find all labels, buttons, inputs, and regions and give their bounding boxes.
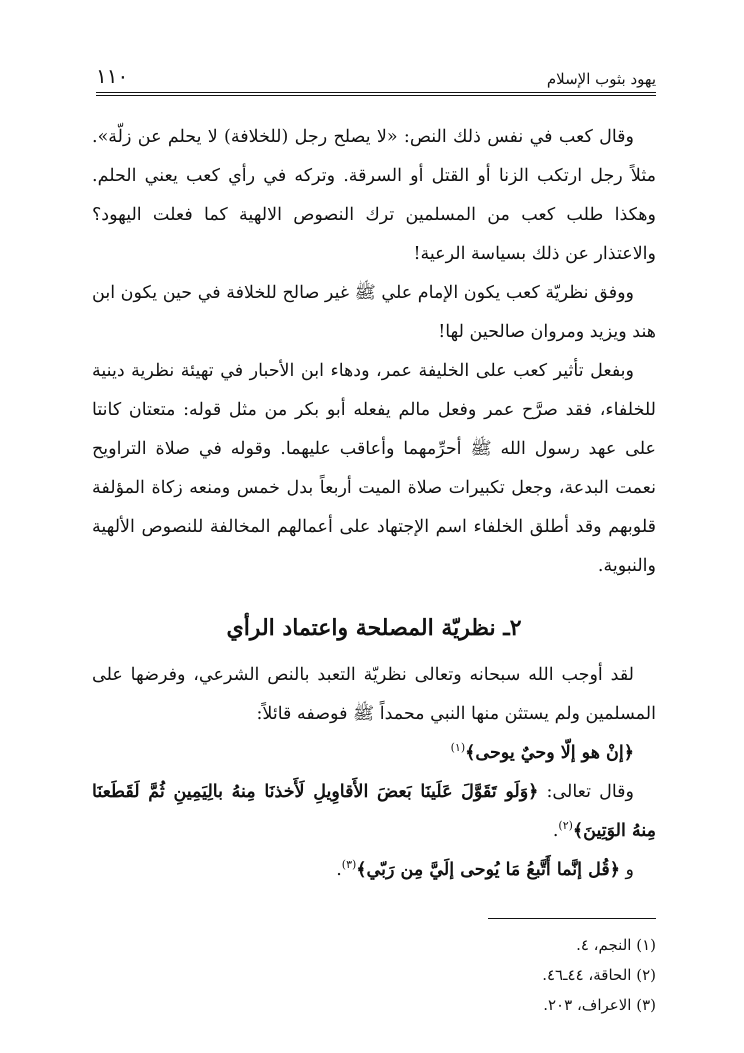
footnote-ref-1: (١) [450, 741, 466, 755]
header-rule [96, 92, 656, 96]
verse-2: ﴿وَلَو تَقَوَّلَ عَلَينَا بَعضَ الأَقاوِيلِ لَأَخذنَا مِنهُ بالِيَمِينِ ثُمَّ لَقَطَعنَا مِنهُ الوَتِينَ﴾ [92, 782, 656, 841]
section-heading: ٢ـ نظريّة المصلحة واعتماد الرأي [226, 615, 522, 641]
paragraph-2: ووفق نظريّة كعب يكون الإمام علي ﷺ غير صالح للخلافة في حين يكون ابن هند ويزيد ومروان صالحين لها! [92, 283, 656, 342]
running-title: يهود بثوب الإسلام [546, 70, 656, 88]
paragraph-4: لقد أوجب الله سبحانه وتعالى نظريّة التعبد بالنص الشرعي، وفرضها على المسلمين ولم يستثن منها النبي محمداً ﷺ فوصفه قائلاً: [92, 665, 656, 724]
footnote-3: (٣) الاعراف، ٢٠٣. [543, 996, 656, 1014]
verse-3: ﴿قُل إنَّما أَتَّبعُ مَا يُوحى إلَيَّ مِن رَبّي﴾ [356, 860, 620, 880]
running-head [96, 58, 656, 88]
verse-1: ﴿إنْ هو إلّا وحيٌ يوحى﴾ [465, 743, 634, 763]
page-number: ١١٠ [96, 64, 129, 88]
main-text [92, 118, 656, 890]
footnote-ref-2: (٢) [558, 819, 573, 833]
footnote-2: (٢) الحاقة، ٤٤ـ٤٦. [542, 966, 656, 984]
verse-3-intro: و [619, 860, 634, 880]
paragraph-3: وبفعل تأثير كعب على الخليفة عمر، ودهاء ابن الأحبار في تهيئة نظرية دينية للخلفاء، فقد صرَّح عمر وفعل مالم يفعله أبو بكر من مثل قوله: متعتان كانتا على عهد رسول الله ﷺ أحرِّمهما وأعاقب عليهما. وقوله في صلاة التراويح نعمت البدعة، وجعل تكبيرات صلاة الميت أربعاً بدل خمس ومنعه زكاة المؤلفة قلوبهم وقد أطلق الخلفاء اسم الإجتهاد على أعمالهم المخالفة للنصوص الألهية والنبوية. [92, 361, 656, 576]
footnote-ref-3: (٣) [341, 858, 357, 872]
footnote-1: (١) النجم، ٤. [576, 936, 656, 954]
verse-2-line: وقال تعالى: ﴿وَلَو تَقَوَّلَ عَلَينَا بَعضَ الأَقاوِيلِ لَأَخذنَا مِنهُ بالِيَمِينِ ثُمَّ لَقَطَعنَا مِنهُ الوَتِينَ﴾$^{(٢)}$. [92, 782, 656, 841]
footnotes [300, 930, 656, 1020]
verse-3-line: و ﴿قُل إنَّما أَتَّبعُ مَا يُوحى إلَيَّ مِن رَبّي﴾$^{(٣)}$. [336, 858, 634, 880]
paragraph-1: وقال كعب في نفس ذلك النص: «لا يصلح رجل (للخلافة) لا يحلم عن زلّة». مثلاً رجل ارتكب الزنا أو القتل أو السرقة. وتركه في رأي كعب يعني الحلم. وهكذا طلب كعب من المسلمين ترك النصوص الالهية كما فعلت اليهود؟ والاعتذار عن ذلك بسياسة الرعية! [92, 127, 656, 264]
verse-1-line [92, 734, 656, 773]
footnote-rule [488, 918, 656, 919]
verse-2-intro: وقال تعالى: [538, 782, 634, 802]
